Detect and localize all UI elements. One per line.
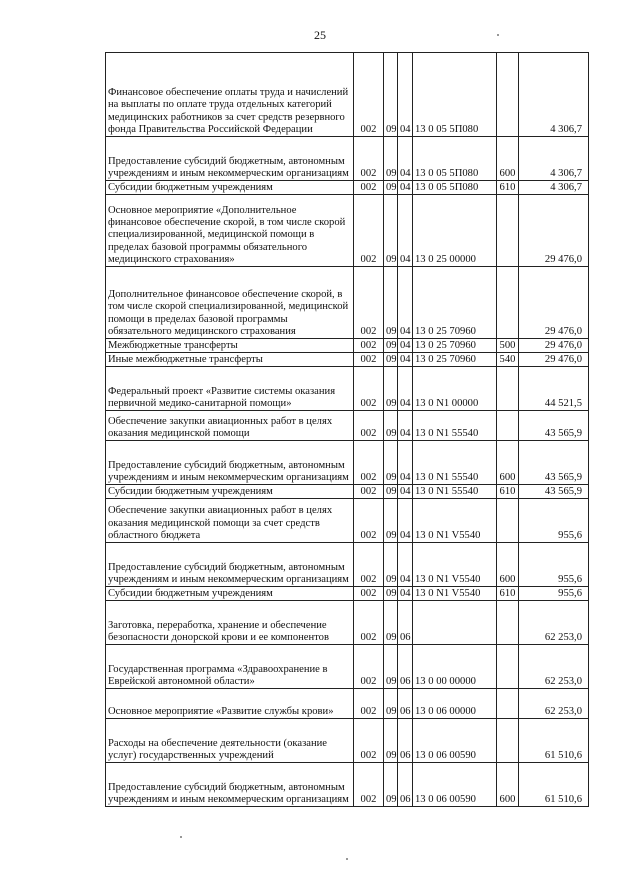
expense-type-cell [497, 689, 519, 719]
amount-cell: 62 253,0 [519, 601, 589, 645]
table-row [106, 137, 589, 181]
ministry-code-cell: 002 [354, 411, 384, 441]
target-article-cell: 13 0 06 00590 [413, 763, 497, 807]
section-code-cell: 09 [384, 181, 398, 195]
section-code-cell: 09 [384, 267, 398, 339]
amount-cell: 43 565,9 [519, 485, 589, 499]
table-row [106, 485, 589, 499]
expense-type-cell: 610 [497, 181, 519, 195]
target-article-cell: 13 0 N1 V5540 [413, 587, 497, 601]
row-name-cell: Субсидии бюджетным учреждениям [106, 181, 354, 195]
ministry-code-cell: 002 [354, 499, 384, 543]
row-name-cell: Основное мероприятие «Развитие службы крови» [106, 689, 354, 719]
target-article-cell: 13 0 06 00000 [413, 689, 497, 719]
amount-cell: 29 476,0 [519, 195, 589, 267]
budget-table [105, 52, 589, 807]
expense-type-cell [497, 499, 519, 543]
target-article-cell: 13 0 N1 V5540 [413, 543, 497, 587]
section-code-cell: 09 [384, 411, 398, 441]
section-code-cell: 09 [384, 353, 398, 367]
row-name-cell: Государственная программа «Здравоохранение в Еврейской автономной области» [106, 645, 354, 689]
subsection-code-cell: 04 [398, 367, 413, 411]
expense-type-cell [497, 53, 519, 137]
ministry-code-cell: 002 [354, 601, 384, 645]
ministry-code-cell: 002 [354, 181, 384, 195]
table-row [106, 645, 589, 689]
section-code-cell: 09 [384, 441, 398, 485]
table-row [106, 411, 589, 441]
subsection-code-cell: 06 [398, 719, 413, 763]
expense-type-cell: 600 [497, 763, 519, 807]
section-code-cell: 09 [384, 763, 398, 807]
expense-type-cell [497, 367, 519, 411]
subsection-code-cell: 04 [398, 353, 413, 367]
row-name-cell: Финансовое обеспечение оплаты труда и начислений на выплаты по оплате труда отдельных категорий медицинских работников за счет средств резервного фонда Правительства Российской Федерации [106, 53, 354, 137]
scan-speck [497, 34, 499, 36]
target-article-cell: 13 0 N1 55540 [413, 485, 497, 499]
amount-cell: 62 253,0 [519, 645, 589, 689]
subsection-code-cell: 04 [398, 137, 413, 181]
amount-cell: 44 521,5 [519, 367, 589, 411]
section-code-cell: 09 [384, 543, 398, 587]
amount-cell: 43 565,9 [519, 411, 589, 441]
table-row [106, 367, 589, 411]
section-code-cell: 09 [384, 53, 398, 137]
subsection-code-cell: 04 [398, 411, 413, 441]
subsection-code-cell: 06 [398, 601, 413, 645]
table-row [106, 689, 589, 719]
section-code-cell: 09 [384, 601, 398, 645]
table-row [106, 601, 589, 645]
ministry-code-cell: 002 [354, 485, 384, 499]
amount-cell: 62 253,0 [519, 689, 589, 719]
section-code-cell: 09 [384, 689, 398, 719]
amount-cell: 61 510,6 [519, 763, 589, 807]
section-code-cell: 09 [384, 485, 398, 499]
table-row [106, 339, 589, 353]
target-article-cell: 13 0 05 5П080 [413, 181, 497, 195]
subsection-code-cell: 04 [398, 441, 413, 485]
target-article-cell: 13 0 06 00590 [413, 719, 497, 763]
table-row [106, 587, 589, 601]
amount-cell: 29 476,0 [519, 267, 589, 339]
section-code-cell: 09 [384, 499, 398, 543]
expense-type-cell [497, 601, 519, 645]
subsection-code-cell: 04 [398, 267, 413, 339]
table-row [106, 195, 589, 267]
amount-cell: 29 476,0 [519, 339, 589, 353]
target-article-cell: 13 0 05 5П080 [413, 137, 497, 181]
ministry-code-cell: 002 [354, 587, 384, 601]
subsection-code-cell: 06 [398, 689, 413, 719]
row-name-cell: Расходы на обеспечение деятельности (оказание услуг) государственных учреждений [106, 719, 354, 763]
scan-speck [346, 858, 348, 860]
scan-speck [180, 836, 182, 838]
amount-cell: 43 565,9 [519, 441, 589, 485]
target-article-cell: 13 0 25 00000 [413, 195, 497, 267]
expense-type-cell: 540 [497, 353, 519, 367]
amount-cell: 61 510,6 [519, 719, 589, 763]
section-code-cell: 09 [384, 137, 398, 181]
ministry-code-cell: 002 [354, 53, 384, 137]
row-name-cell: Субсидии бюджетным учреждениям [106, 587, 354, 601]
ministry-code-cell: 002 [354, 763, 384, 807]
expense-type-cell [497, 645, 519, 689]
row-name-cell: Предоставление субсидий бюджетным, автономным учреждениям и иным некоммерческим организациям [106, 441, 354, 485]
amount-cell: 4 306,7 [519, 137, 589, 181]
section-code-cell: 09 [384, 195, 398, 267]
ministry-code-cell: 002 [354, 543, 384, 587]
section-code-cell: 09 [384, 645, 398, 689]
expense-type-cell [497, 195, 519, 267]
section-code-cell: 09 [384, 587, 398, 601]
expense-type-cell: 610 [497, 587, 519, 601]
target-article-cell: 13 0 N1 00000 [413, 367, 497, 411]
target-article-cell: 13 0 25 70960 [413, 353, 497, 367]
row-name-cell: Обеспечение закупки авиационных работ в целях оказания медицинской помощи за счет средств областного бюджета [106, 499, 354, 543]
subsection-code-cell: 04 [398, 181, 413, 195]
table-row [106, 719, 589, 763]
ministry-code-cell: 002 [354, 367, 384, 411]
row-name-cell: Предоставление субсидий бюджетным, автономным учреждениям и иным некоммерческим организациям [106, 543, 354, 587]
expense-type-cell [497, 719, 519, 763]
amount-cell: 955,6 [519, 587, 589, 601]
table-row [106, 499, 589, 543]
subsection-code-cell: 06 [398, 645, 413, 689]
subsection-code-cell: 04 [398, 499, 413, 543]
target-article-cell: 13 0 05 5П080 [413, 53, 497, 137]
target-article-cell: 13 0 N1 55540 [413, 441, 497, 485]
expense-type-cell: 610 [497, 485, 519, 499]
expense-type-cell: 500 [497, 339, 519, 353]
section-code-cell: 09 [384, 339, 398, 353]
budget-table-container [105, 52, 588, 807]
subsection-code-cell: 04 [398, 587, 413, 601]
table-row [106, 543, 589, 587]
subsection-code-cell: 04 [398, 53, 413, 137]
row-name-cell: Предоставление субсидий бюджетным, автономным учреждениям и иным некоммерческим организациям [106, 763, 354, 807]
ministry-code-cell: 002 [354, 267, 384, 339]
ministry-code-cell: 002 [354, 137, 384, 181]
row-name-cell: Субсидии бюджетным учреждениям [106, 485, 354, 499]
expense-type-cell: 600 [497, 441, 519, 485]
row-name-cell: Федеральный проект «Развитие системы оказания первичной медико-санитарной помощи» [106, 367, 354, 411]
row-name-cell: Основное мероприятие «Дополнительное финансовое обеспечение скорой, в том числе скорой специализированной, медицинской помощи в пределах базовой программы обязательного медицинского страхования» [106, 195, 354, 267]
ministry-code-cell: 002 [354, 353, 384, 367]
target-article-cell [413, 601, 497, 645]
row-name-cell: Заготовка, переработка, хранение и обеспечение безопасности донорской крови и ее компонентов [106, 601, 354, 645]
target-article-cell: 13 0 25 70960 [413, 339, 497, 353]
section-code-cell: 09 [384, 719, 398, 763]
amount-cell: 29 476,0 [519, 353, 589, 367]
target-article-cell: 13 0 00 00000 [413, 645, 497, 689]
row-name-cell: Иные межбюджетные трансферты [106, 353, 354, 367]
table-row [106, 53, 589, 137]
ministry-code-cell: 002 [354, 689, 384, 719]
subsection-code-cell: 04 [398, 195, 413, 267]
ministry-code-cell: 002 [354, 441, 384, 485]
subsection-code-cell: 04 [398, 339, 413, 353]
amount-cell: 4 306,7 [519, 181, 589, 195]
expense-type-cell: 600 [497, 543, 519, 587]
section-code-cell: 09 [384, 367, 398, 411]
table-row [106, 353, 589, 367]
ministry-code-cell: 002 [354, 195, 384, 267]
table-row [106, 267, 589, 339]
amount-cell: 955,6 [519, 499, 589, 543]
table-row [106, 441, 589, 485]
amount-cell: 955,6 [519, 543, 589, 587]
subsection-code-cell: 04 [398, 543, 413, 587]
ministry-code-cell: 002 [354, 339, 384, 353]
row-name-cell: Межбюджетные трансферты [106, 339, 354, 353]
row-name-cell: Предоставление субсидий бюджетным, автономным учреждениям и иным некоммерческим организациям [106, 137, 354, 181]
table-row [106, 181, 589, 195]
row-name-cell: Дополнительное финансовое обеспечение скорой, в том числе скорой специализированной, медицинской помощи в пределах базовой программы обязательного медицинского страхования [106, 267, 354, 339]
subsection-code-cell: 04 [398, 485, 413, 499]
subsection-code-cell: 06 [398, 763, 413, 807]
expense-type-cell [497, 267, 519, 339]
target-article-cell: 13 0 N1 55540 [413, 411, 497, 441]
page-number: 25 [314, 28, 326, 42]
expense-type-cell [497, 411, 519, 441]
ministry-code-cell: 002 [354, 719, 384, 763]
row-name-cell: Обеспечение закупки авиационных работ в целях оказания медицинской помощи [106, 411, 354, 441]
ministry-code-cell: 002 [354, 645, 384, 689]
target-article-cell: 13 0 N1 V5540 [413, 499, 497, 543]
target-article-cell: 13 0 25 70960 [413, 267, 497, 339]
amount-cell: 4 306,7 [519, 53, 589, 137]
expense-type-cell: 600 [497, 137, 519, 181]
table-row [106, 763, 589, 807]
